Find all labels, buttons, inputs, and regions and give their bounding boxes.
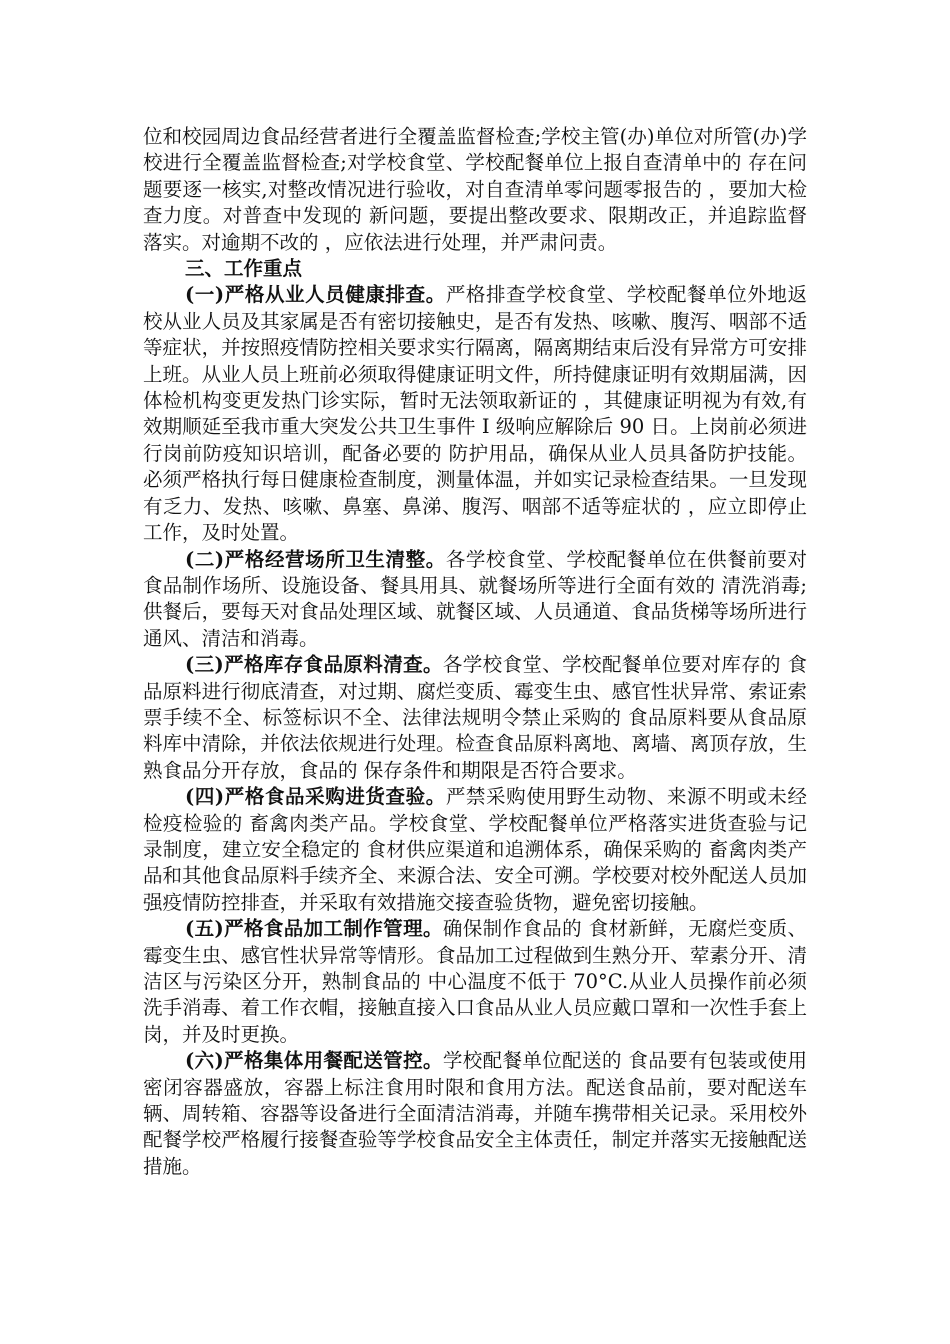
paragraph-lead: (三)严格库存食品原料清查。: [185, 653, 443, 677]
paragraph-text: 位和校园周边食品经营者进行全覆盖监督检查;学校主管(办)单位对所管(办)学校进行全覆盖监督检查;对学校食堂、学校配餐单位上报自查清单中的 存在问题要逐一核实,对整改情况进行验收，对自查清单零问题零报告的 ，要加大检查力度。对普查中发现的 新问题，要提出整改要求、限期改正，并追踪监督落实。对逾期不改的 ，应依法进行处理，并严肃问责。: [143, 125, 807, 254]
paragraph-text: 各学校食堂、学校配餐单位在供餐前要对食品制作场所、设施设备、餐具用具、就餐场所等进行全面有效的 清洗消毒;供餐后，要每天对食品处理区域、就餐区域、人员通道、食品货梯等场所进行通风、清洁和消毒。: [143, 547, 807, 650]
paragraph-lead: (四)严格食品采购进货查验。: [185, 785, 446, 809]
paragraph-inventory-check: [143, 652, 807, 784]
paragraph-health-screening: [143, 282, 807, 546]
paragraph-food-processing: [143, 916, 807, 1048]
paragraph-hygiene-cleaning: [143, 547, 807, 653]
paragraph-lead: (二)严格经营场所卫生清整。: [185, 547, 446, 571]
paragraph-text: 确保制作食品的 食材新鲜，无腐烂变质、霉变生虫、感官性状异常等情形。食品加工过程做到生熟分开、荤素分开、清洁区与污染区分开，熟制食品的 中心温度不低于 70°C.从业人员操作前必须洗手消毒、着工作衣帽，接触直接入口食品从业人员应戴口罩和一次性手套上岗，并及时更换。: [143, 917, 808, 1046]
paragraph-text: 各学校食堂、学校配餐单位要对库存的 食品原料进行彻底清查，对过期、腐烂变质、霉变生虫、感官性状异常、索证索票手续不全、标签标识不全、法律法规明令禁止采购的 食品原料要从食品原料库中清除，并依法依规进行处理。检查食品原料离地、离墙、离顶存放，生熟食品分开存放，食品的 保存条件和期限是否符合要求。: [143, 653, 808, 782]
paragraph-purchase-inspection: [143, 784, 807, 916]
document-page: [143, 124, 807, 1180]
section-heading: 三、工作重点: [185, 257, 303, 281]
paragraph-meal-delivery: [143, 1048, 807, 1180]
paragraph-lead: (一)严格从业人员健康排查。: [185, 283, 446, 307]
paragraph-text: 严禁采购使用野生动物、来源不明或未经检疫检验的 畜禽肉类产品。学校食堂、学校配餐单位严格落实进货查验与记录制度，建立安全稳定的 食材供应渠道和追溯体系，确保采购的 畜禽肉类产品和其他食品原料手续齐全、来源合法、安全可溯。学校要对校外配送人员加强疫情防控排查，并采取有效措施交接查验货物，避免密切接触。: [143, 785, 807, 914]
paragraph-intro: [143, 124, 807, 256]
paragraph-lead: (五)严格食品加工制作管理。: [185, 917, 443, 941]
paragraph-lead: (六)严格集体用餐配送管控。: [185, 1049, 443, 1073]
paragraph-text: 严格排查学校食堂、学校配餐单位外地返校从业人员及其家属是否有密切接触史，是否有发热、咳嗽、腹泻、咽部不适等症状，并按照疫情防控相关要求实行隔离，隔离期结束后没有异常方可安排上班。从业人员上班前必须取得健康证明文件，所持健康证明有效期届满，因体检机构变更发热门诊实际，暂时无法领取新证的 ，其健康证明视为有效,有效期顺延至我市重大突发公共卫生事件 I 级响应解除后 90 日。上岗前必须进行岗前防疫知识培训，配备必要的 防护用品，确保从业人员具备防护技能。必须严格执行每日健康检查制度，测量体温，并如实记录检查结果。一旦发现有乏力、发热、咳嗽、鼻塞、鼻涕、腹泻、咽部不适等症状的 ，应立即停止工作，及时处置。: [143, 283, 807, 545]
paragraph-text: 学校配餐单位配送的 食品要有包装或使用密闭容器盛放，容器上标注食用时限和食用方法。配送食品前，要对配送车辆、周转箱、容器等设备进行全面清洁消毒，并随车携带相关记录。采用校外配餐学校严格履行接餐查验等学校食品安全主体责任，制定并落实无接触配送措施。: [143, 1049, 808, 1178]
